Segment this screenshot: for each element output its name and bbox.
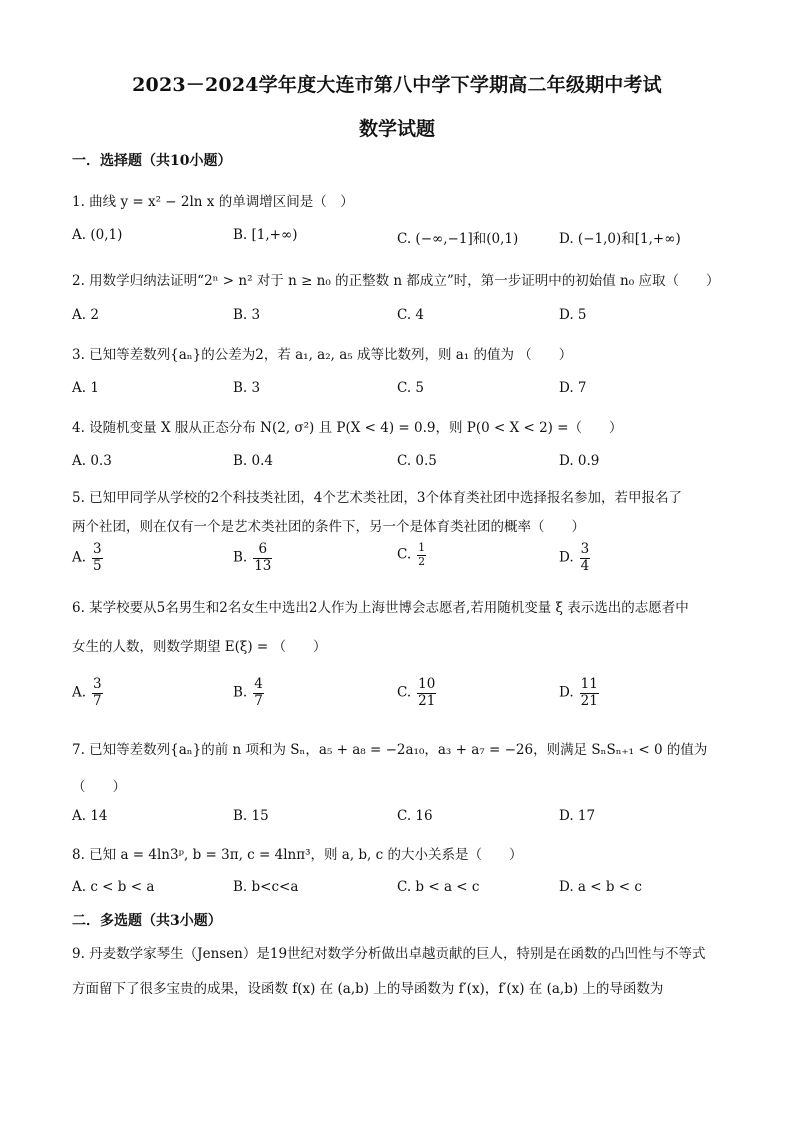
numerator: 1 [418,541,426,554]
denominator: 13 [254,557,272,574]
q6-option-d-fraction [580,677,599,709]
q5-option-b [233,542,272,574]
denominator: 4 [580,557,590,574]
question-4: 4. 设随机变量 X 服从正态分布 N(2, σ²) 且 P(X < 4) = 0.9，则 P(0 < X < 2) =（ ） [72,420,623,436]
q1-option-a: A. (0,1) [72,227,123,243]
question-8-options [72,879,732,903]
q6-option-b [233,677,264,709]
q5-option-c-label: C. [397,546,412,563]
q4-option-c: C. 0.5 [397,453,437,469]
q8-option-d: D. a < b < c [559,879,642,895]
q2-option-a: A. 2 [72,307,99,323]
q7-option-a: A. 14 [72,808,108,824]
question-5-options [72,542,732,580]
question-6-options [72,677,732,717]
question-5-line-2: 两个社团，则在仅有一个是艺术类社团的条件下，另一个是体育类社团的概率（ ） [72,519,585,535]
q8-option-c: C. b < a < c [397,879,480,895]
q2-option-b: B. 3 [233,307,261,323]
q4-option-b: B. 0.4 [233,453,273,469]
q6-option-c-label: C. [397,684,412,701]
question-7-line-1: 7. 已知等差数列{aₙ}的前 n 项和为 Sₙ，a₅ + a₈ = −2a₁₀，a₃ + a₇ = −26，则满足 SₙSₙ₊₁ < 0 的值为 [72,742,708,758]
question-5-line-1: 5. 已知甲同学从学校的2个科技类社团，4个艺术类社团，3个体育类社团中选择报名参加，若甲报名了 [72,490,682,506]
question-3-options [72,380,732,404]
q5-option-c-fraction [417,542,426,568]
q5-option-d-label: D. [559,549,574,566]
denominator: 21 [418,692,436,709]
q6-option-c-fraction [417,677,436,709]
denominator: 7 [254,692,263,709]
denominator: 21 [580,692,598,709]
q7-option-c: C. 16 [397,808,433,824]
numerator: 4 [254,676,263,692]
question-2-options [72,307,732,331]
section-heading-multiple-choice: 二．多选题（共3小题） [72,913,222,929]
denominator: 2 [418,554,426,568]
q6-option-d [559,677,599,709]
numerator: 3 [580,541,590,557]
q4-option-a: A. 0.3 [72,453,112,469]
q2-option-d: D. 5 [559,307,587,323]
q5-option-d-fraction [580,542,591,574]
q6-option-d-label: D. [559,684,574,701]
q3-option-b: B. 3 [233,380,261,396]
q3-option-a: A. 1 [72,380,99,396]
q6-option-c [397,677,436,709]
q6-option-a [72,677,103,709]
q8-option-b: B. b<c<a [233,879,299,895]
denominator: 5 [93,557,102,574]
q6-option-a-label: A. [72,684,87,701]
q2-option-c: C. 4 [397,307,425,323]
exam-title: 2023－2024学年度大连市第八中学下学期高二年级期中考试 [132,74,662,96]
question-9-line-1: 9. 丹麦数学家琴生（Jensen）是19世纪对数学分析做出卓越贡献的巨人，特别是在函数的凸凹性与不等式 [72,946,706,962]
q8-option-a: A. c < b < a [72,879,155,895]
q6-option-b-label: B. [233,684,248,701]
question-2: 2. 用数学归纳法证明“2ⁿ > n² 对于 n ≥ n₀ 的正整数 n 都成立”时，第一步证明中的初始值 n₀ 应取（ ） [72,273,720,289]
question-9-line-2: 方面留下了很多宝贵的成果，设函数 f(x) 在 (a,b) 上的导函数为 f′(x)，f′(x) 在 (a,b) 上的导函数为 [72,981,664,997]
q5-option-d [559,542,590,574]
numerator: 11 [580,676,598,692]
q7-option-b: B. 15 [233,808,269,824]
q5-option-a-fraction [92,542,103,574]
q1-option-c: C. (−∞,−1]和(0,1) [397,231,519,247]
q5-option-c [397,542,426,568]
exam-subtitle: 数学试题 [358,118,435,140]
question-3: 3. 已知等差数列{aₙ}的公差为2，若 a₁, a₂, a₅ 成等比数列，则 a₁ 的值为 （ ） [72,347,573,363]
numerator: 10 [418,676,436,692]
numerator: 3 [93,676,102,692]
section-heading-single-choice: 一．选择题（共10小题） [72,153,232,169]
numerator: 3 [93,541,102,557]
q4-option-d: D. 0.9 [559,453,600,469]
q5-option-a-label: A. [72,549,87,566]
numerator: 6 [253,542,272,559]
question-7-options [72,808,732,832]
question-4-options [72,453,732,477]
q1-option-d: D. (−1,0)和[1,+∞) [559,231,681,247]
q1-option-b: B. [1,+∞) [233,227,298,243]
denominator: 7 [93,692,102,709]
question-1-options [72,227,732,251]
question-6-line-1: 6. 某学校要从5名男生和2名女生中选出2人作为上海世博会志愿者,若用随机变量 ξ 表示选出的志愿者中 [72,600,689,616]
question-6-line-2: 女生的人数，则数学期望 E(ξ) = （ ） [72,639,327,655]
question-8: 8. 已知 a = 4ln3ᵖ, b = 3π, c = 4lnπ³，则 a, b, c 的大小关系是（ ） [72,847,523,863]
q6-option-a-fraction [92,677,103,709]
q3-option-d: D. 7 [559,380,587,396]
q5-option-a [72,542,103,574]
q3-option-c: C. 5 [397,380,425,396]
question-1: 1. 曲线 y = x² − 2ln x 的单调增区间是（ ） [72,194,354,210]
q5-option-b-fraction [253,542,272,574]
q5-option-b-label: B. [233,549,248,566]
q7-option-d: D. 17 [559,808,596,824]
question-7-line-2: （ ） [72,779,126,795]
q6-option-b-fraction [253,677,264,709]
